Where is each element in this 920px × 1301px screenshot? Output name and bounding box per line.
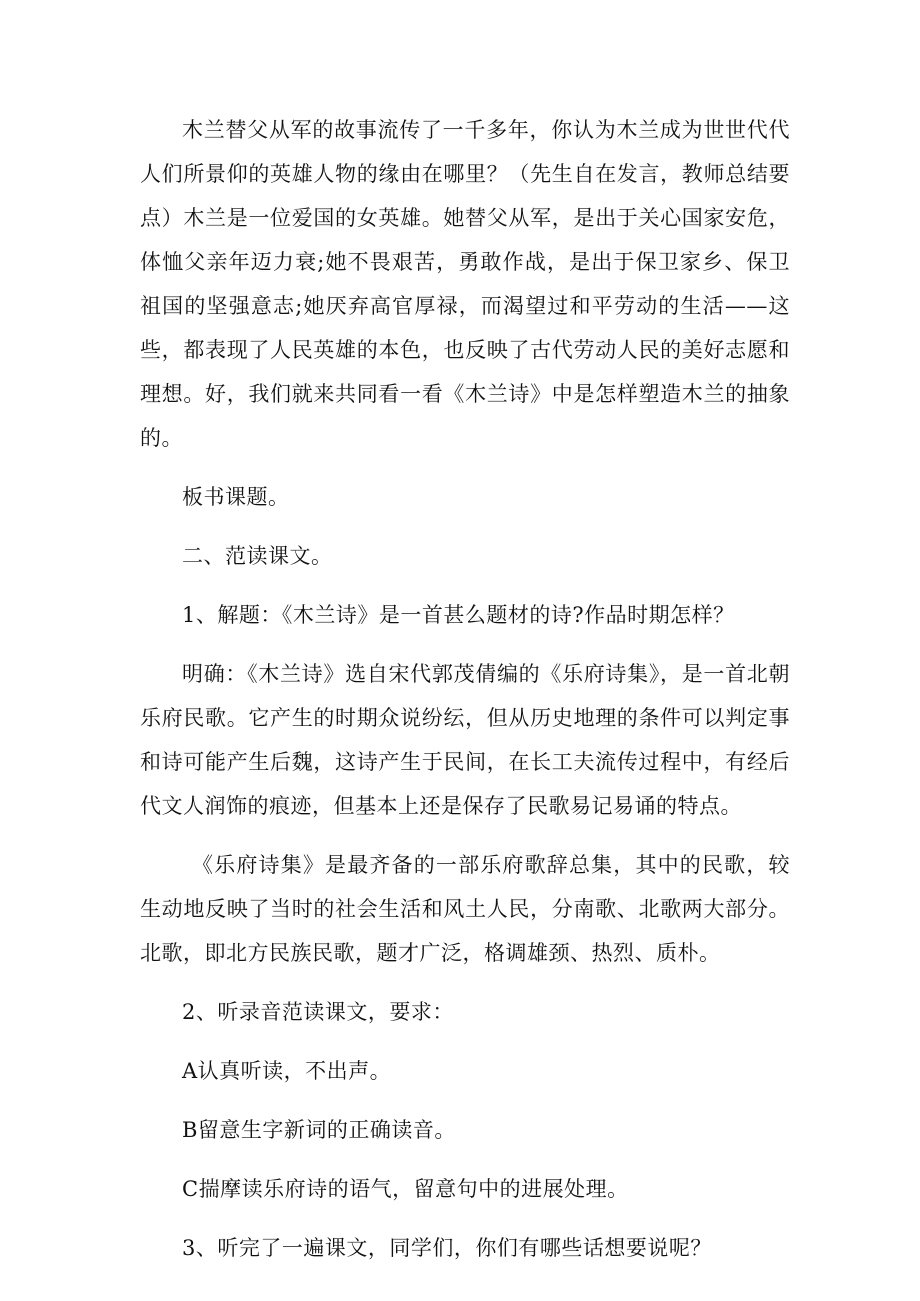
- document-body: [140, 108, 790, 1285]
- paragraph-yuefu-collection: 《乐府诗集》是最齐备的一部乐府歌辞总集，其中的民歌，较生动地反映了当时的社会生活和风土人民，分南歌、北歌两大部分。北歌，即北方民族民歌，题才广泛，格调雄颈、热烈、质朴。: [140, 853, 790, 965]
- paragraph-question-1: 1、解题：《木兰诗》是一首甚么题材的诗?作品时期怎样？: [182, 603, 735, 627]
- paragraph-listen-requirements: 2、听录音范读课文，要求：: [182, 1000, 454, 1024]
- paragraph-answer: 明确：《木兰诗》选自宋代郭茂倩编的《乐府诗集》，是一首北朝乐府民歌。它产生的时期众说纷纭，但从历史地理的条件可以判定事和诗可能产生后魏，这诗产生于民间，在长工夫流传过程中，有经后代文人润饰的痕迹，但基本上还是保存了民歌易记易诵的特点。: [140, 662, 790, 818]
- paragraph-mulan-hero: 木兰替父从军的故事流传了一千多年，你认为木兰成为世世代代人们所景仰的英雄人物的缘由在哪里？（先生自在发言，教师总结要点）木兰是一位爱国的女英雄。她替父从军，是出于关心国家安危，体恤父亲年迈力衰;她不畏艰苦，勇敢作战，是出于保卫家乡、保卫祖国的坚强意志;她厌弃高官厚禄，而渴望过和平劳动的生活——这些，都表现了人民英雄的本色，也反映了古代劳动人民的美好志愿和理想。好，我们就来共同看一看《木兰诗》中是怎样塑造木兰的抽象的。: [140, 118, 790, 450]
- paragraph-question-3: 3、听完了一遍课文，同学们，你们有哪些话想要说呢？: [182, 1236, 712, 1260]
- list-item-c: C揣摩读乐府诗的语气，留意句中的进展处理。: [182, 1177, 629, 1201]
- paragraph-board-title: 板书课题。: [182, 485, 290, 509]
- section-heading-reading: 二、范读课文。: [182, 544, 333, 568]
- list-item-a: A认真听读，不出声。: [182, 1059, 392, 1083]
- list-item-b: B留意生字新词的正确读音。: [182, 1118, 456, 1142]
